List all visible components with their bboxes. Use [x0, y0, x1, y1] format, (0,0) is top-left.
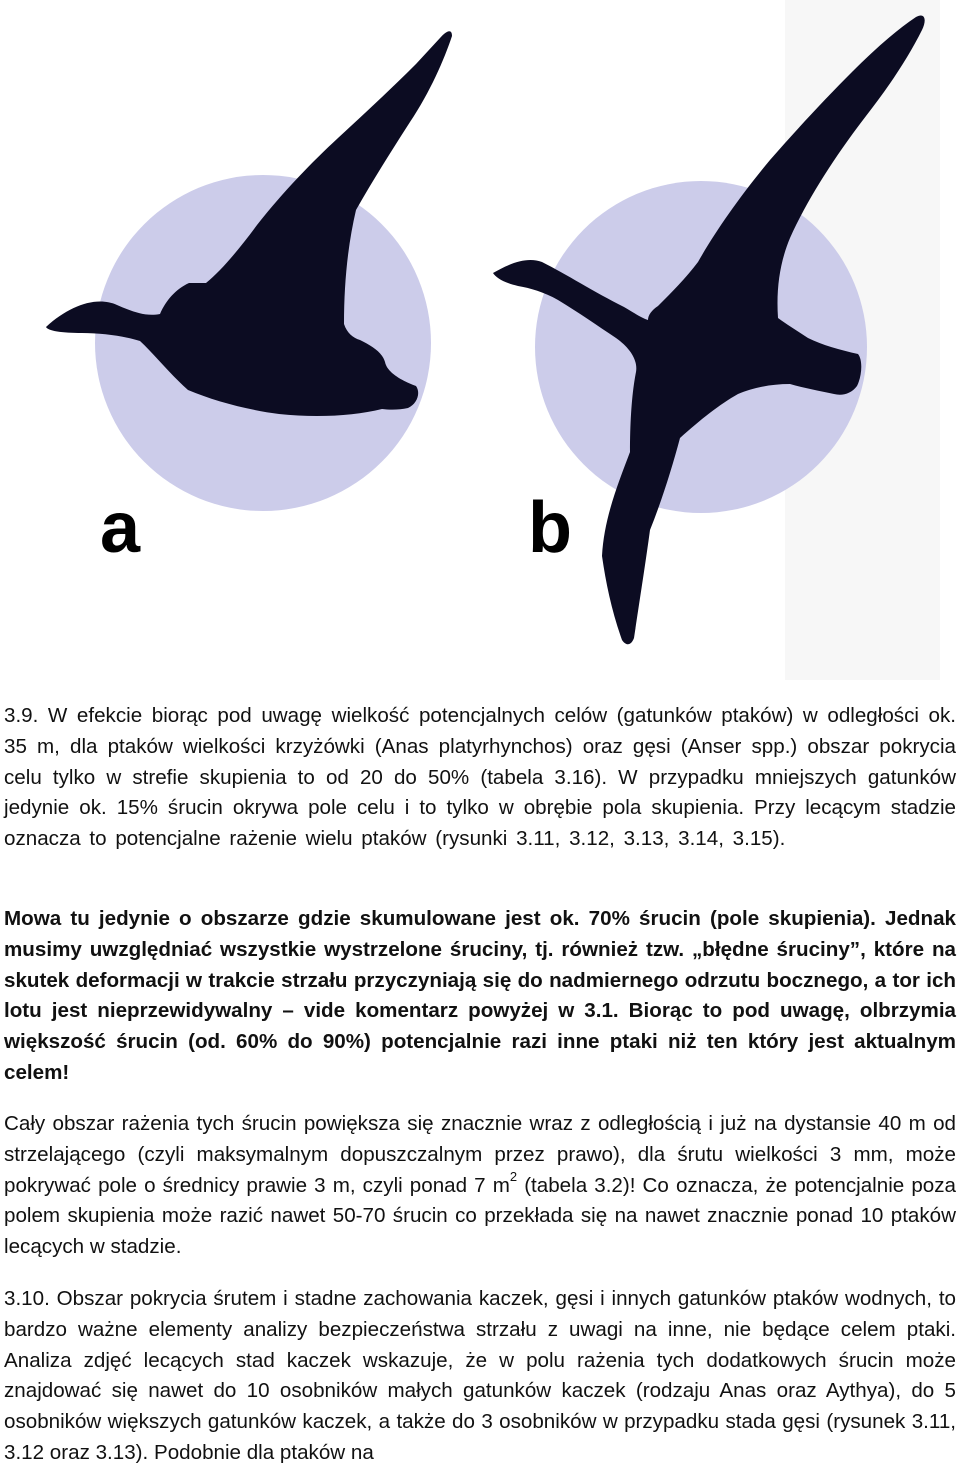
paragraph-3-10: 3.10. Obszar pokrycia śrutem i stadne zachowania kaczek, gęsi i innych gatunków ptaków wodnych, to bardzo ważne elementy analizy bezpieczeństwa strzału z uwagi na inne, nie będące celem ptaki. Analiza zdjęć lecących stad kaczek wskazuje, że w polu rażenia tych dodatkowych śrucin może znajdować się nawet do 10 osobników małych gatunków kaczek (rodzaju Anas oraz Aythya), do 5 osobników większych gatunków kaczek, a także do 3 osobników w przypadku stada gęsi (rysunek 3.11, 3.12 oraz 3.13). Podobnie dla ptaków na — [4, 1287, 956, 1464]
paragraph-distance-end: (tabela 3.2)! Co oznacza, że potencjalnie poza polem skupienia może razić nawet 50-70 śrucin co przekłada się na nawet znacznie ponad 10 ptaków lecących w stadzie. — [4, 1173, 956, 1259]
paragraph-distance-start: Cały obszar rażenia tych śrucin powiększa się znacznie wraz z odległością i już na dystansie 40 m od strzelającego (czyli maksymalnym dopuszczalnym przez prawo), dla śrutu wielkości 3 mm, może pokrywać pole o średnicy prawie 3 m, czyli ponad 7 m — [4, 1112, 956, 1197]
paragraph-3-9: 3.9. W efekcie biorąc pod uwagę wielkość potencjalnych celów (gatunków ptaków) w odległości ok. 35 m, dla ptaków wielkości krzyżówki (Anas platyrhynchos) oraz gęsi (Anser spp.) obszar pokrycia celu tylko w strefie skupienia to od 20 do 50% (tabela 3.16). W przypadku mniejszych gatunków jedynie ok. 15% śrucin okrywa pole celu i to tylko w obrębie pola skupienia. Przy lecącym stadzie oznacza to potencjalne rażenie wielu ptaków (rysunki 3.11, 3.12, 3.13, 3.14, 3.15). — [4, 704, 956, 851]
superscript-2: 2 — [509, 1168, 518, 1184]
figure-label-a: a — [100, 488, 141, 568]
figure-label-b: b — [528, 488, 572, 568]
goose-shot-pattern-figure — [0, 0, 960, 680]
paragraph-bold-note: Mowa tu jedynie o obszarze gdzie skumulowane jest ok. 70% śrucin (pole skupienia). Jednak musimy uwzględniać wszystkie wystrzelone śruciny, tj. również tzw. „błędne śruciny”, które na skutek deformacji w trakcie strzału przyczyniają się do nadmiernego odrzutu bocznego, a tor ich lotu jest nieprzewidywalny – vide komentarz powyżej w 3.1. Biorąc to pod uwagę, olbrzymia większość śrucin (od. 60% do 90%) potencjalnie razi inne ptaki niż ten który jest aktualnym celem! — [4, 907, 956, 1084]
paragraph-distance — [4, 1109, 956, 1263]
